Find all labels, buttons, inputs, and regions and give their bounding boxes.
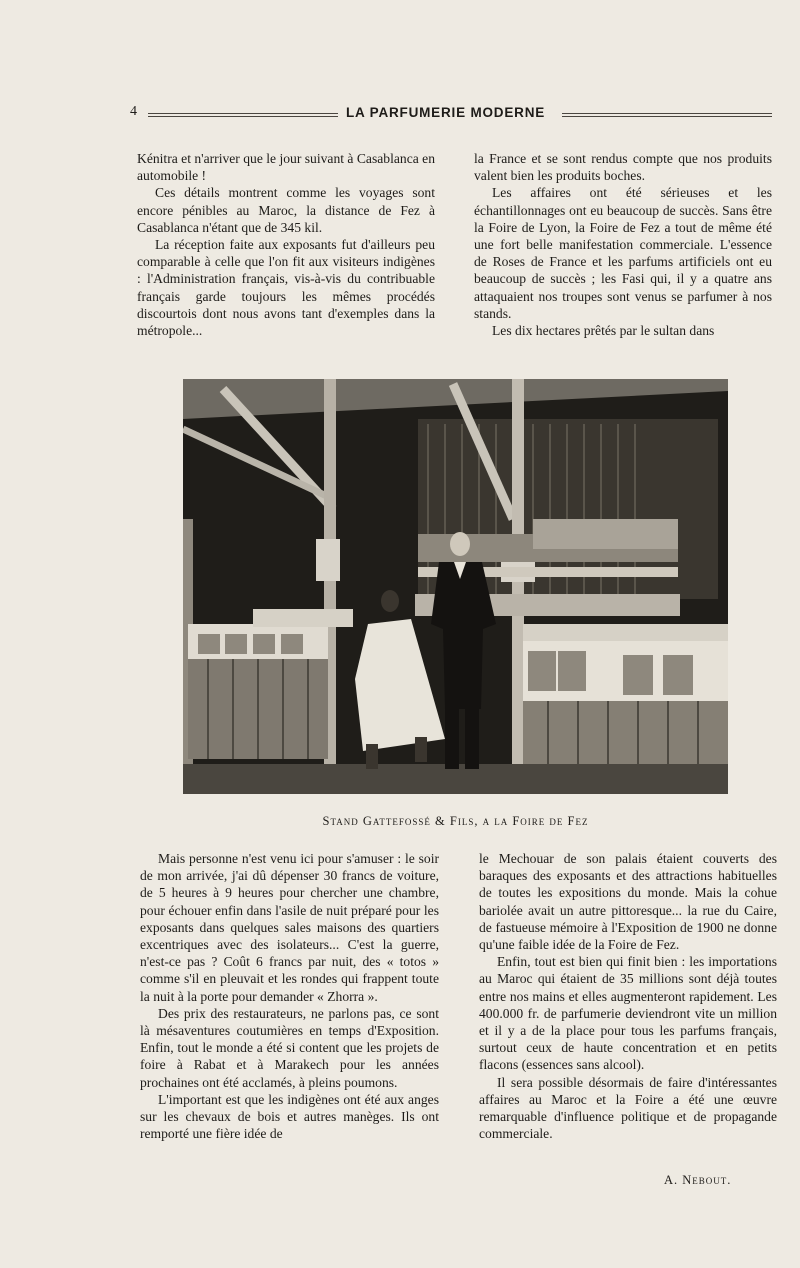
- paragraph: La réception faite aux exposants fut d'ailleurs peu comparable à celle que l'on fit aux visiteurs indigènes : l'Administration français, vis-à-vis du contribuable français garde toujours les mêmes procédés discourtois dont nous avons tant d'exemples dans la métropole...: [137, 237, 435, 339]
- page-header: [130, 104, 772, 126]
- header-rule-right: [562, 113, 772, 117]
- photo-illustration: [183, 379, 728, 794]
- paragraph: Enfin, tout est bien qui finit bien : les importations au Maroc qui étaient de 35 millions sont déjà toutes entre nos mains et elles augmenteront rapidement. Les 400.000 fr. de parfumerie deviendront vite un million et il y a de la place pour tous les parfums français, surtout ceux de haute concentration et en petits flacons (essences sans alcool).: [479, 954, 777, 1073]
- column-bottom-right: [479, 850, 777, 1142]
- paragraph: le Mechouar de son palais étaient couverts des baraques des exposants et des attractions habituelles de toutes les expositions du monde. Mais la cohue bariolée avait un autre pittoresque... la rue du Caire, de fastueuse mémoire à l'Exposition de 1900 ne donne qu'une faible idée de la Foire de Fez.: [479, 851, 777, 953]
- paragraph: Il sera possible désormais de faire d'intéressantes affaires au Maroc et la Foire a été une œuvre remarquable d'influence politique et de propagande commerciale.: [479, 1074, 777, 1142]
- paragraph: L'important est que les indigènes ont été aux anges sur les chevaux de bois et autres manèges. Ils ont remporté une fière idée de: [140, 1091, 439, 1142]
- header-rule-left: [148, 113, 338, 117]
- author-signature: A. Nebout.: [664, 1173, 732, 1187]
- paragraph: Les affaires ont été sérieuses et les échantillonnages ont eu beaucoup de succès. Sans être la Foire de Lyon, la Foire de Fez a tout de même été une fort belle manifestation commerciale. L'essence de Roses de France et les parfums artificiels ont eu beaucoup de succès ; les Fasi qui, il y a quatre ans attaquaient nos troupes sont venus se parfumer à nos stands.: [474, 185, 772, 321]
- journal-title: LA PARFUMERIE MODERNE: [346, 105, 546, 120]
- paragraph: Ces détails montrent comme les voyages sont encore pénibles au Maroc, la distance de Fez à Casablanca n'étant que de 345 kil.: [137, 185, 435, 235]
- photo-caption: Stand Gattefossé & Fils, a la Foire de Fez: [322, 814, 589, 828]
- paragraph: Mais personne n'est venu ici pour s'amuser : le soir de mon arrivée, j'ai dû dépenser 30 francs de voiture, de 5 heures à 9 heures pour chercher une chambre, pour échouer enfin dans l'asile de nuit préparé pour les exposants dans quelques sales maisons des quartiers excentriques avec des isolateurs... C'est la guerre, n'est-ce pas ? Coût 6 francs par nuit, des « totos » comme s'il en pleuvait et les rondes qui frappent toute la nuit à la porte pour demander « Zhorra ».: [140, 851, 439, 1004]
- paragraph: Kénitra et n'arriver que le jour suivant à Casablanca en automobile !: [137, 151, 435, 184]
- paragraph: la France et se sont rendus compte que nos produits valent bien les produits boches.: [474, 151, 772, 184]
- stand-photograph: [183, 379, 728, 794]
- column-top-right: [474, 150, 772, 339]
- column-bottom-left: [140, 850, 439, 1142]
- page-number: 4: [130, 104, 137, 119]
- paragraph: Les dix hectares prêtés par le sultan dans: [492, 323, 715, 339]
- paragraph: Des prix des restaurateurs, ne parlons pas, ce sont là mésaventures coutumières en temps d'Exposition. Enfin, tout le monde a été si content que les projets de foire à Rabat et à Marakech pour les années prochaines ont été acclamés, à pleins poumons.: [140, 1005, 439, 1090]
- column-top-left: [137, 150, 435, 339]
